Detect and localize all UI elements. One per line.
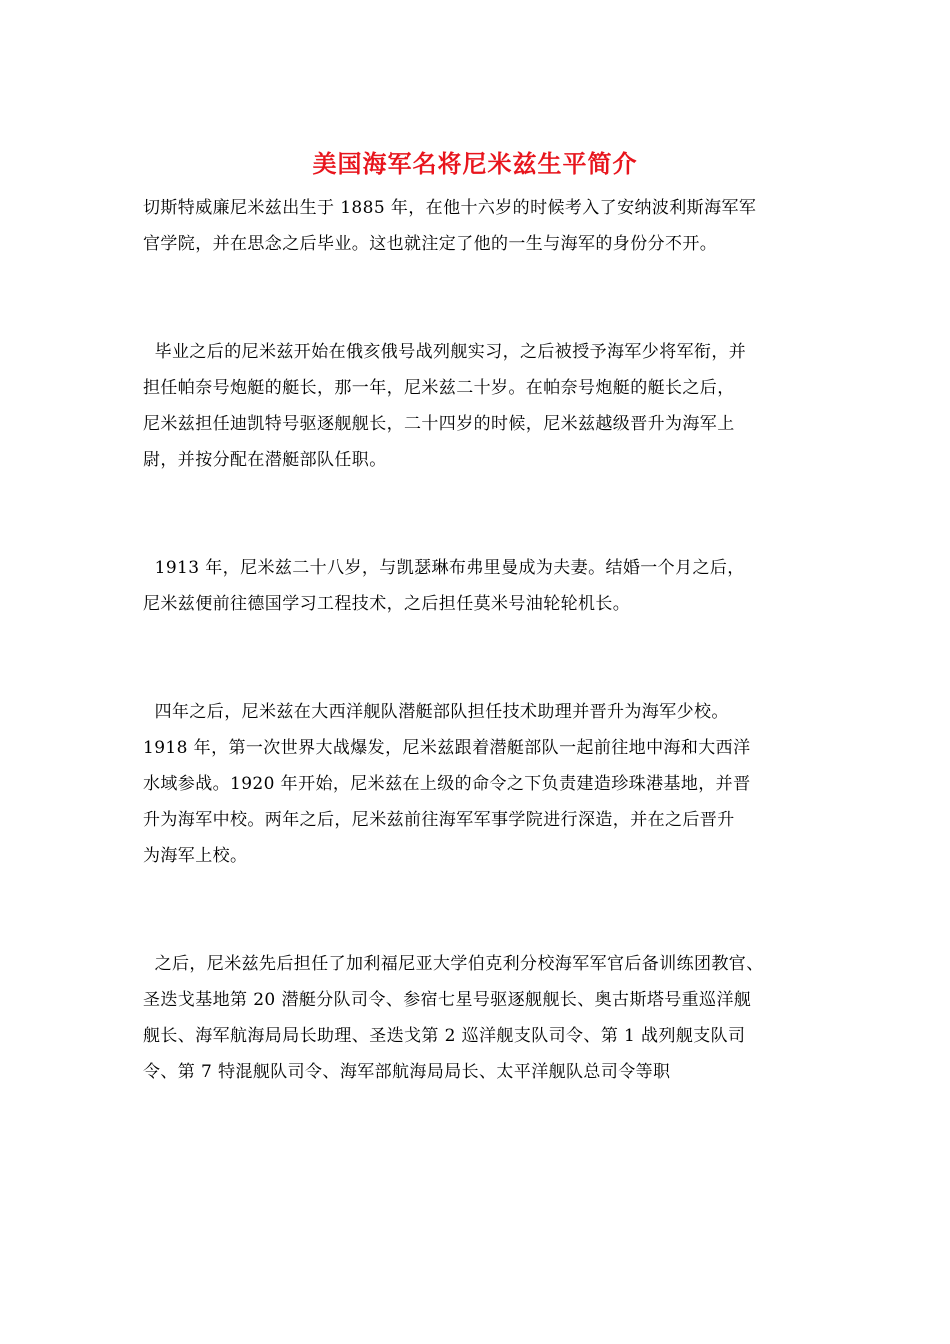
- paragraph-1: [143, 190, 813, 262]
- paragraph-4: [143, 694, 813, 874]
- text-line: 尼米兹便前往德国学习工程技术，之后担任莫米号油轮轮机长。: [143, 594, 631, 614]
- text-line: 尉，并按分配在潜艇部队任职。: [143, 450, 387, 470]
- text-line: 舰长、海军航海局局长助理、圣迭戈第 2 巡洋舰支队司令、第 1 战列舰支队司: [143, 1026, 746, 1046]
- text-line: 担任帕奈号炮艇的艇长，那一年，尼米兹二十岁。在帕奈号炮艇的艇长之后，: [143, 378, 735, 398]
- text-line: 令、第 7 特混舰队司令、海军部航海局局长、太平洋舰队总司令等职: [143, 1062, 671, 1082]
- text-line: 尼米兹担任迪凯特号驱逐舰舰长，二十四岁的时候，尼米兹越级晋升为海军上: [143, 414, 735, 434]
- text-line: 毕业之后的尼米兹开始在俄亥俄号战列舰实习，之后被授予海军少将军衔，并: [143, 342, 747, 362]
- text-line: 1918 年，第一次世界大战爆发，尼米兹跟着潜艇部队一起前往地中海和大西洋: [143, 738, 751, 758]
- text-line: 四年之后，尼米兹在大西洋舰队潜艇部队担任技术助理并晋升为海军少校。: [143, 702, 729, 722]
- document-title: 美国海军名将尼米兹生平简介: [312, 150, 638, 178]
- paragraph-3: [143, 550, 813, 622]
- paragraph-5: [143, 946, 813, 1090]
- text-line: 升为海军中校。两年之后，尼米兹前往海军军事学院进行深造，并在之后晋升: [143, 810, 735, 830]
- text-line: 之后，尼米兹先后担任了加利福尼亚大学伯克利分校海军军官后备训练团教官、: [143, 954, 764, 974]
- text-line: 官学院，并在思念之后毕业。这也就注定了他的一生与海军的身份分不开。: [143, 234, 718, 254]
- text-line: 水域参战。1920 年开始，尼米兹在上级的命令之下负责建造珍珠港基地，并晋: [143, 774, 751, 794]
- text-line: 为海军上校。: [143, 846, 248, 866]
- text-line: 切斯特威廉尼米兹出生于 1885 年，在他十六岁的时候考入了安纳波利斯海军军: [143, 198, 757, 218]
- text-line: 1913 年，尼米兹二十八岁，与凯瑟琳布弗里曼成为夫妻。结婚一个月之后，: [143, 558, 745, 578]
- text-line: 圣迭戈基地第 20 潜艇分队司令、参宿七星号驱逐舰舰长、奥古斯塔号重巡洋舰: [143, 990, 752, 1010]
- paragraph-2: [143, 334, 813, 478]
